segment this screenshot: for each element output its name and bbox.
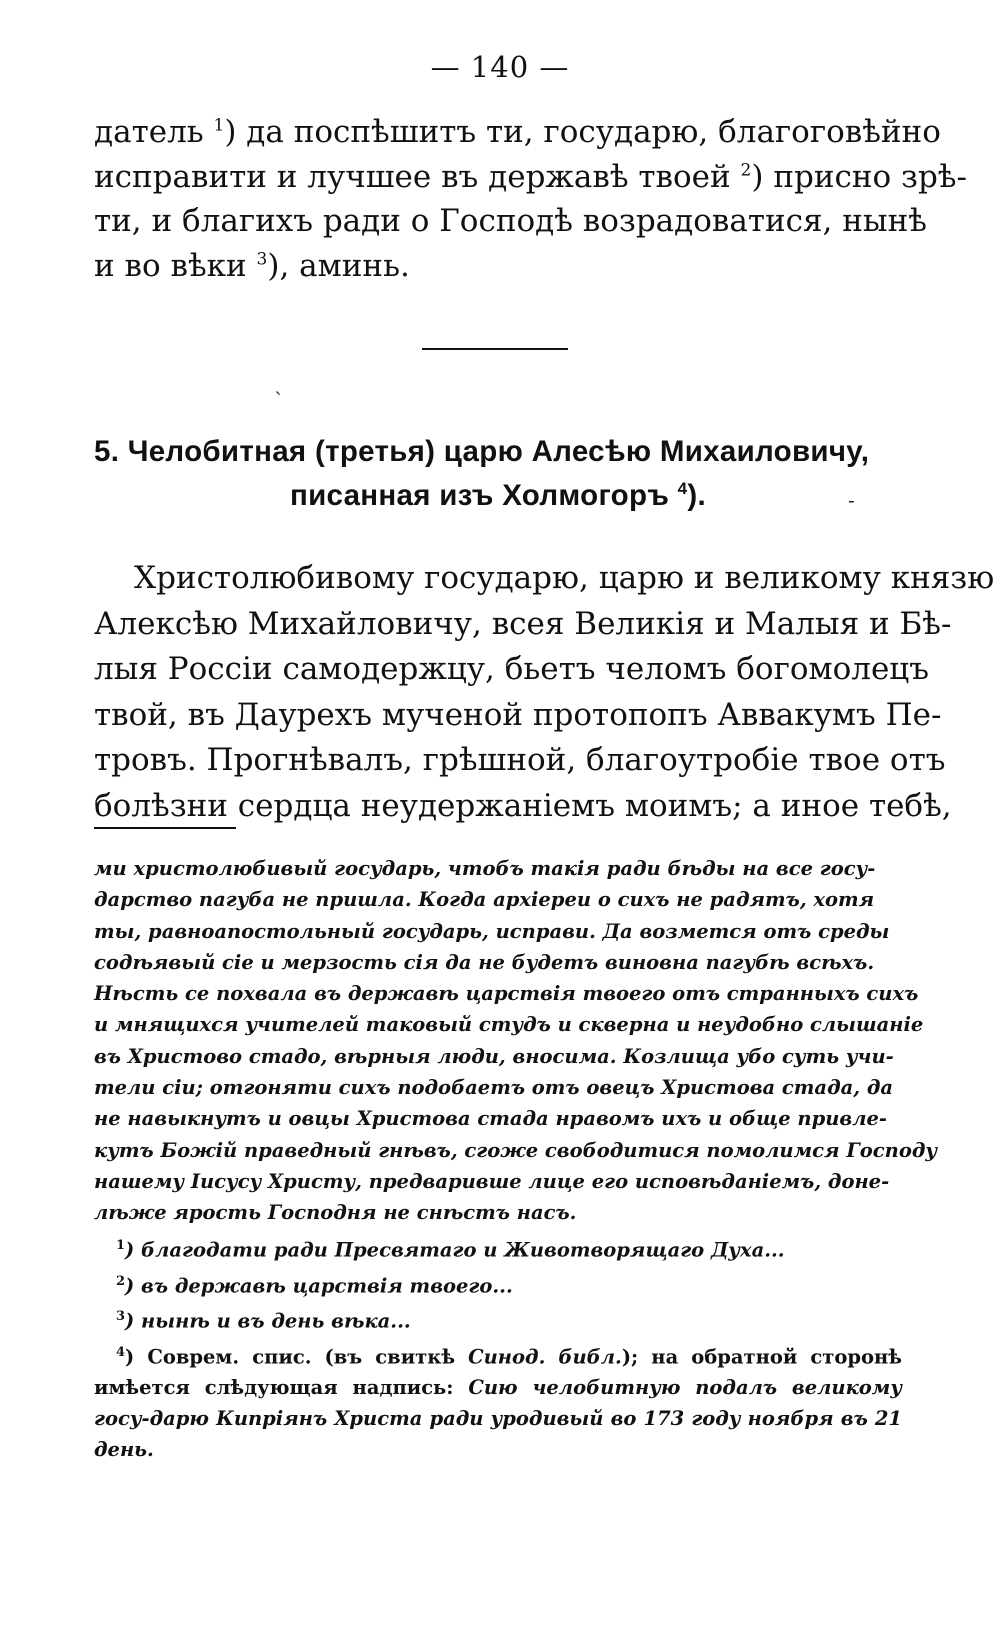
footnote-line: ты, равноапостольный государь, исправи. Да возмется отъ среды	[94, 919, 890, 943]
footnote-1	[94, 1230, 902, 1266]
footnote-number: 1	[116, 1238, 126, 1253]
footnote-number: 3	[116, 1309, 126, 1324]
footnote-line: нашему Іисусу Христу, предваривше лице его исповѣданіемъ, доне-	[94, 1169, 890, 1193]
footnote-line: кутъ Божій праведный гнѣвъ, сгоже свободитися помолимся Господу	[94, 1138, 938, 1162]
footnote-text: ); на обратной сторонѣ имѣется слѣдующая надпись:	[94, 1345, 902, 1399]
footnote-line: лѣже ярость Господня не снѣстъ насъ.	[94, 1201, 577, 1225]
footnote-inscription: Сию челобитную подалъ великому госу-дарю Кипріянъ Христа ради уродивый во 173 году ноября въ 21 день.	[94, 1376, 902, 1461]
print-speck: ˋ	[274, 388, 284, 412]
text-line: Христолюбивому государю, царю и великому князю	[134, 560, 995, 596]
print-speck: -	[848, 488, 855, 512]
text-line: твой, въ Даурехъ мученой протопопъ Аввакумъ Пе-	[94, 696, 942, 733]
text-line: лыя Россіи самодержцу, бьетъ челомъ богомолецъ	[94, 651, 929, 687]
footnote-text: ) въ державѣ царствія твоего...	[125, 1274, 513, 1297]
page-number: — 140 —	[430, 50, 570, 84]
section-heading	[94, 430, 902, 518]
footnote-text: ) Соврем. спис. (въ свиткѣ	[125, 1345, 469, 1368]
text-segment: и во вѣки	[94, 247, 257, 284]
footnote-number: 4	[116, 1344, 126, 1360]
footnote-divider	[94, 827, 236, 829]
footnote-4	[94, 1337, 902, 1466]
footnote-line: Нѣсть се похвала въ державѣ царствія твоего отъ странныхъ сихъ	[94, 982, 919, 1006]
footnotes	[94, 1230, 902, 1465]
text-line: болѣзни сердца неудержаніемъ моимъ; а иное тебѣ,	[94, 787, 952, 824]
main-paragraph	[94, 556, 995, 829]
footnote-3	[94, 1301, 902, 1337]
top-paragraph	[94, 110, 967, 288]
footnote-ref: 2	[740, 160, 752, 181]
text-line	[94, 155, 967, 200]
footnote-line: дарство пагуба не пришла. Когда архіереи о сихъ не радятъ, хотя	[94, 888, 875, 912]
footnote-line: тели сіи; отгоняти сихъ подобаетъ отъ овецъ Христова стада, да	[94, 1076, 894, 1100]
text-line	[94, 244, 902, 289]
text-line	[94, 110, 941, 155]
text-segment: датель	[94, 114, 214, 150]
text-line	[94, 199, 927, 244]
text-segment: ) да поспѣшитъ ти, государю, благоговѣйно	[224, 114, 941, 150]
text-segment: исправити и лучшее въ державѣ твоей	[94, 158, 741, 195]
footnote-text: ) нынѣ и въ день вѣка...	[125, 1309, 411, 1333]
footnote-line: содѣявый сіе и мерзость сія да не будетъ виновна пагубѣ всѣхъ.	[94, 950, 875, 974]
section-divider	[422, 348, 568, 350]
footnote-ref: 4	[677, 479, 688, 499]
footnote-number: 2	[116, 1273, 126, 1289]
text-segment: ).	[687, 479, 707, 512]
text-segment: ) присно зрѣ-	[751, 158, 967, 195]
footnote-2	[94, 1266, 902, 1302]
footnote-ref: 1	[213, 115, 225, 136]
text-segment: писанная изъ Холмогоръ	[289, 479, 678, 512]
text-segment: ти, и благихъ ради о Господѣ возрадоватися, нынѣ	[94, 203, 927, 239]
footnote-line: въ Христово стадо, вѣрныя люди, вносима. Козлища убо суть учи-	[94, 1044, 894, 1068]
footnote-line: не навыкнутъ и овцы Христова стада нравомъ ихъ и обще привле-	[94, 1107, 887, 1131]
footnote-source: Синод. библ.	[468, 1345, 622, 1368]
footnote-continuation	[94, 853, 938, 1229]
footnote-text: ) благодати ради Пресвятаго и Животворящаго Духа...	[125, 1238, 785, 1262]
footnote-line: и мнящихся учителей таковый студъ и скверна и неудобно слышаніе	[94, 1013, 924, 1037]
text-line: тровъ. Прогнѣвалъ, грѣшной, благоутробіе твое отъ	[94, 742, 946, 778]
text-segment: ), аминь.	[267, 247, 410, 284]
text-line: Алексѣю Михайловичу, всея Великія и Малыя и Бѣ-	[94, 605, 952, 642]
footnote-line: ми христолюбивый государь, чтобъ такія ради бѣды на все госу-	[94, 857, 876, 880]
heading-line: 5. Челобитная (третья) царю Алесѣю Михаиловичу,	[94, 435, 870, 468]
heading-line	[94, 474, 902, 518]
footnote-ref: 3	[256, 249, 268, 270]
